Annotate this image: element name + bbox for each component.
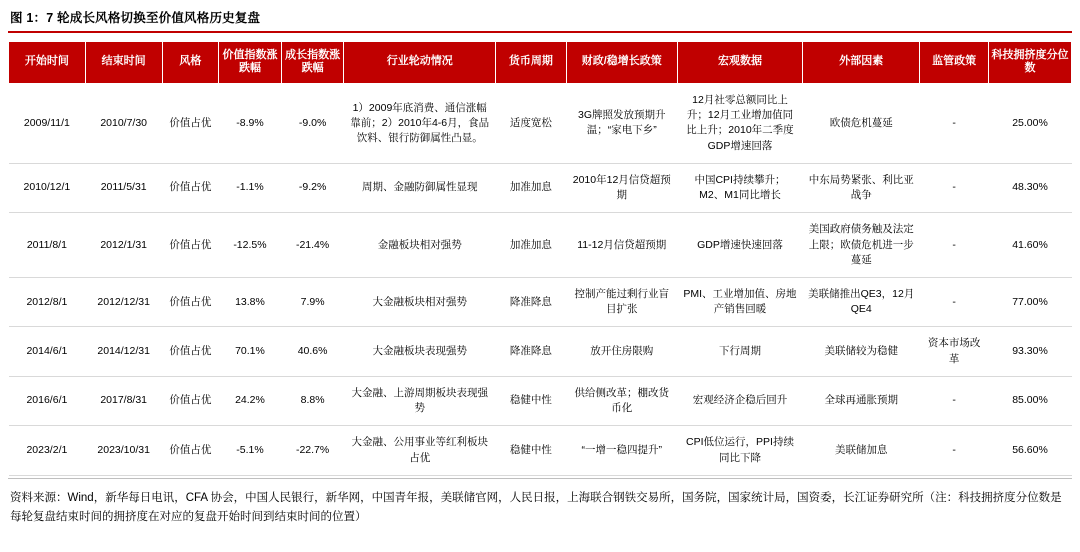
cell-macro-data: PMI、工业增加值、房地产销售回暖 — [677, 277, 802, 326]
cell-start-time: 2016/6/1 — [9, 376, 86, 425]
cell-regulatory-policy: - — [920, 277, 989, 326]
cell-sector-rotation: 大金融、公用事业等红利板块占优 — [344, 426, 496, 475]
cell-fiscal-policy: “一增一稳四提升” — [566, 426, 677, 475]
cell-macro-data: 宏观经济企稳后回升 — [677, 376, 802, 425]
cell-end-time: 2011/5/31 — [85, 163, 162, 212]
cell-monetary-cycle: 加准加息 — [495, 213, 566, 278]
cell-value-index-change: -8.9% — [219, 84, 282, 164]
cell-sector-rotation: 金融板块相对强势 — [344, 213, 496, 278]
cell-macro-data: GDP增速快速回落 — [677, 213, 802, 278]
cell-value-index-change: -1.1% — [219, 163, 282, 212]
cell-end-time: 2012/12/31 — [85, 277, 162, 326]
history-review-table — [8, 41, 1072, 476]
cell-regulatory-policy: - — [920, 163, 989, 212]
cell-tech-crowding-percentile: 48.30% — [989, 163, 1072, 212]
cell-monetary-cycle: 加准加息 — [495, 163, 566, 212]
cell-monetary-cycle: 降准降息 — [495, 277, 566, 326]
cell-value-index-change: 13.8% — [219, 277, 282, 326]
column-header-sector-rotation: 行业轮动情况 — [344, 41, 496, 84]
cell-sector-rotation: 大金融、上游周期板块表现强势 — [344, 376, 496, 425]
cell-growth-index-change: -21.4% — [281, 213, 344, 278]
table-row — [9, 426, 1072, 475]
cell-end-time: 2014/12/31 — [85, 327, 162, 376]
cell-start-time: 2012/8/1 — [9, 277, 86, 326]
cell-start-time: 2011/8/1 — [9, 213, 86, 278]
cell-tech-crowding-percentile: 25.00% — [989, 84, 1072, 164]
cell-style: 价值占优 — [162, 426, 219, 475]
column-header-tech-crowding-percentile: 科技拥挤度分位数 — [989, 41, 1072, 84]
cell-fiscal-policy: 控制产能过剩行业盲目扩张 — [566, 277, 677, 326]
cell-fiscal-policy: 11-12月信贷超预期 — [566, 213, 677, 278]
cell-style: 价值占优 — [162, 213, 219, 278]
column-header-monetary-cycle: 货币周期 — [495, 41, 566, 84]
cell-style: 价值占优 — [162, 376, 219, 425]
column-header-regulatory-policy: 监管政策 — [920, 41, 989, 84]
cell-sector-rotation: 周期、金融防御属性显现 — [344, 163, 496, 212]
cell-end-time: 2012/1/31 — [85, 213, 162, 278]
column-header-growth-index-change: 成长指数涨跌幅 — [281, 41, 344, 84]
page-title: 图 1：7 轮成长风格切换至价值风格历史复盘 — [10, 11, 261, 25]
cell-value-index-change: -5.1% — [219, 426, 282, 475]
cell-fiscal-policy: 供给侧改革；棚改货币化 — [566, 376, 677, 425]
cell-sector-rotation: 大金融板块表现强势 — [344, 327, 496, 376]
cell-end-time: 2017/8/31 — [85, 376, 162, 425]
column-header-end-time: 结束时间 — [85, 41, 162, 84]
cell-style: 价值占优 — [162, 163, 219, 212]
table-row — [9, 84, 1072, 164]
column-header-external-factors: 外部因素 — [803, 41, 920, 84]
table-row — [9, 327, 1072, 376]
cell-start-time: 2009/11/1 — [9, 84, 86, 164]
cell-regulatory-policy: - — [920, 84, 989, 164]
cell-monetary-cycle: 稳健中性 — [495, 426, 566, 475]
table-row — [9, 277, 1072, 326]
table-row — [9, 213, 1072, 278]
cell-external-factors: 全球再通胀预期 — [803, 376, 920, 425]
cell-start-time: 2010/12/1 — [9, 163, 86, 212]
cell-end-time: 2010/7/30 — [85, 84, 162, 164]
cell-tech-crowding-percentile: 56.60% — [989, 426, 1072, 475]
cell-start-time: 2014/6/1 — [9, 327, 86, 376]
cell-sector-rotation: 1）2009年底消费、通信涨幅靠前；2）2010年4-6月，食品饮料、银行防御属性凸显。 — [344, 84, 496, 164]
cell-style: 价值占优 — [162, 327, 219, 376]
cell-monetary-cycle: 适度宽松 — [495, 84, 566, 164]
table-header-row — [9, 41, 1072, 84]
cell-fiscal-policy: 放开住房限购 — [566, 327, 677, 376]
cell-external-factors: 美联储加息 — [803, 426, 920, 475]
title-divider — [8, 31, 1072, 33]
column-header-start-time: 开始时间 — [9, 41, 86, 84]
column-header-value-index-change: 价值指数涨跌幅 — [219, 41, 282, 84]
cell-value-index-change: 24.2% — [219, 376, 282, 425]
cell-external-factors: 美联储推出QE3，12月QE4 — [803, 277, 920, 326]
cell-fiscal-policy: 3G牌照发放预期升温；“家电下乡” — [566, 84, 677, 164]
column-header-fiscal-policy: 财政/稳增长政策 — [566, 41, 677, 84]
cell-regulatory-policy: 资本市场改革 — [920, 327, 989, 376]
cell-start-time: 2023/2/1 — [9, 426, 86, 475]
column-header-macro-data: 宏观数据 — [677, 41, 802, 84]
cell-regulatory-policy: - — [920, 376, 989, 425]
cell-macro-data: 12月社零总额同比上升；12月工业增加值同比上升；2010年二季度GDP增速回落 — [677, 84, 802, 164]
cell-tech-crowding-percentile: 93.30% — [989, 327, 1072, 376]
source-divider — [8, 478, 1072, 479]
source-note: 资料来源：Wind，新华每日电讯，CFA 协会，中国人民银行，新华网，中国青年报，美联储官网，人民日报，上海联合钢铁交易所，国务院，国家统计局，国资委，长江证券研究所（注：科技拥挤度分位数是每轮复盘结束时间的拥挤度在对应的复盘开始时间到结束时间的位置） — [10, 491, 1062, 523]
cell-external-factors: 欧债危机蔓延 — [803, 84, 920, 164]
cell-value-index-change: 70.1% — [219, 327, 282, 376]
cell-fiscal-policy: 2010年12月信贷超预期 — [566, 163, 677, 212]
cell-monetary-cycle: 稳健中性 — [495, 376, 566, 425]
cell-tech-crowding-percentile: 85.00% — [989, 376, 1072, 425]
cell-external-factors: 美国政府债务触及法定上限；欧债危机进一步蔓延 — [803, 213, 920, 278]
cell-growth-index-change: 7.9% — [281, 277, 344, 326]
cell-growth-index-change: -9.2% — [281, 163, 344, 212]
cell-sector-rotation: 大金融板块相对强势 — [344, 277, 496, 326]
cell-tech-crowding-percentile: 77.00% — [989, 277, 1072, 326]
cell-macro-data: CPI低位运行，PPI持续同比下降 — [677, 426, 802, 475]
cell-growth-index-change: -22.7% — [281, 426, 344, 475]
cell-end-time: 2023/10/31 — [85, 426, 162, 475]
cell-growth-index-change: 8.8% — [281, 376, 344, 425]
table-row — [9, 163, 1072, 212]
cell-regulatory-policy: - — [920, 426, 989, 475]
cell-growth-index-change: -9.0% — [281, 84, 344, 164]
cell-external-factors: 中东局势紧张、利比亚战争 — [803, 163, 920, 212]
cell-macro-data: 中国CPI持续攀升；M2、M1同比增长 — [677, 163, 802, 212]
cell-regulatory-policy: - — [920, 213, 989, 278]
cell-tech-crowding-percentile: 41.60% — [989, 213, 1072, 278]
cell-external-factors: 美联储较为稳健 — [803, 327, 920, 376]
table-row — [9, 376, 1072, 425]
cell-monetary-cycle: 降准降息 — [495, 327, 566, 376]
cell-style: 价值占优 — [162, 84, 219, 164]
cell-macro-data: 下行周期 — [677, 327, 802, 376]
cell-value-index-change: -12.5% — [219, 213, 282, 278]
column-header-style: 风格 — [162, 41, 219, 84]
cell-style: 价值占优 — [162, 277, 219, 326]
cell-growth-index-change: 40.6% — [281, 327, 344, 376]
